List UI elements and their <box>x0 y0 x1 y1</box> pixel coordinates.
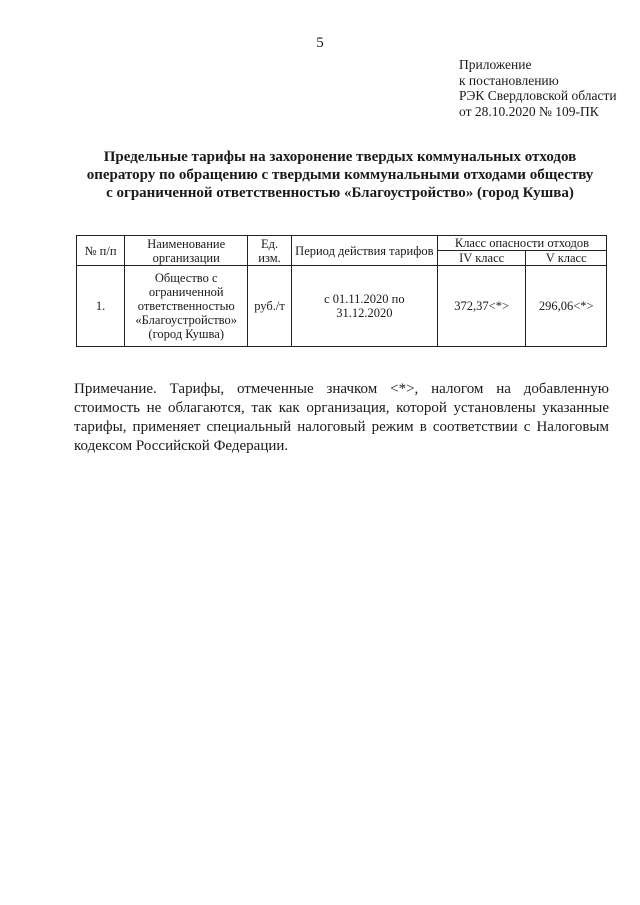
header-name: Наименование организации <box>125 236 248 266</box>
header-num: № п/п <box>77 236 125 266</box>
cell-num: 1. <box>77 266 125 347</box>
title-line: оператору по обращению с твердыми коммунальными отходами обществу <box>86 167 594 183</box>
appendix-line: Приложение <box>459 57 532 72</box>
header-class-v: V класс <box>526 251 607 266</box>
appendix-line: от 28.10.2020 № 109-ПК <box>459 103 599 119</box>
title-line: с ограниченной ответственностью «Благоустройство» (город Кушва) <box>106 185 574 201</box>
header-unit: Ед. изм. <box>248 236 292 266</box>
appendix-block <box>459 57 617 119</box>
tariffs-table <box>76 235 607 347</box>
note-paragraph: Примечание. Тарифы, отмеченные значком <*>, налогом на добавленную стоимость не облагаются, так как организация, которой установлены указанные тарифы, применяет специальный налоговый режим в соответствии с Налоговым кодексом Российской Федерации. <box>74 381 609 454</box>
table-row <box>77 266 607 347</box>
cell-period: с 01.11.2020 по 31.12.2020 <box>291 266 437 347</box>
title-line: Предельные тарифы на захоронение твердых коммунальных отходов <box>103 149 577 165</box>
header-class-iv: IV класс <box>437 251 526 266</box>
header-period: Период действия тарифов <box>291 236 437 266</box>
header-hazard-class: Класс опасности отходов <box>437 236 606 251</box>
document-title <box>40 148 640 202</box>
appendix-line: к постановлению <box>459 72 559 88</box>
cell-class-iv: 372,37<*> <box>437 266 526 347</box>
cell-name: Общество с ограниченной ответственностью «Благоустройство» (город Кушва) <box>125 266 248 347</box>
table-header-row <box>77 236 607 251</box>
appendix-line: РЭК Свердловской области <box>459 88 617 103</box>
cell-unit: руб./т <box>248 266 292 347</box>
cell-class-v: 296,06<*> <box>526 266 607 347</box>
page-number: 5 <box>316 35 324 51</box>
